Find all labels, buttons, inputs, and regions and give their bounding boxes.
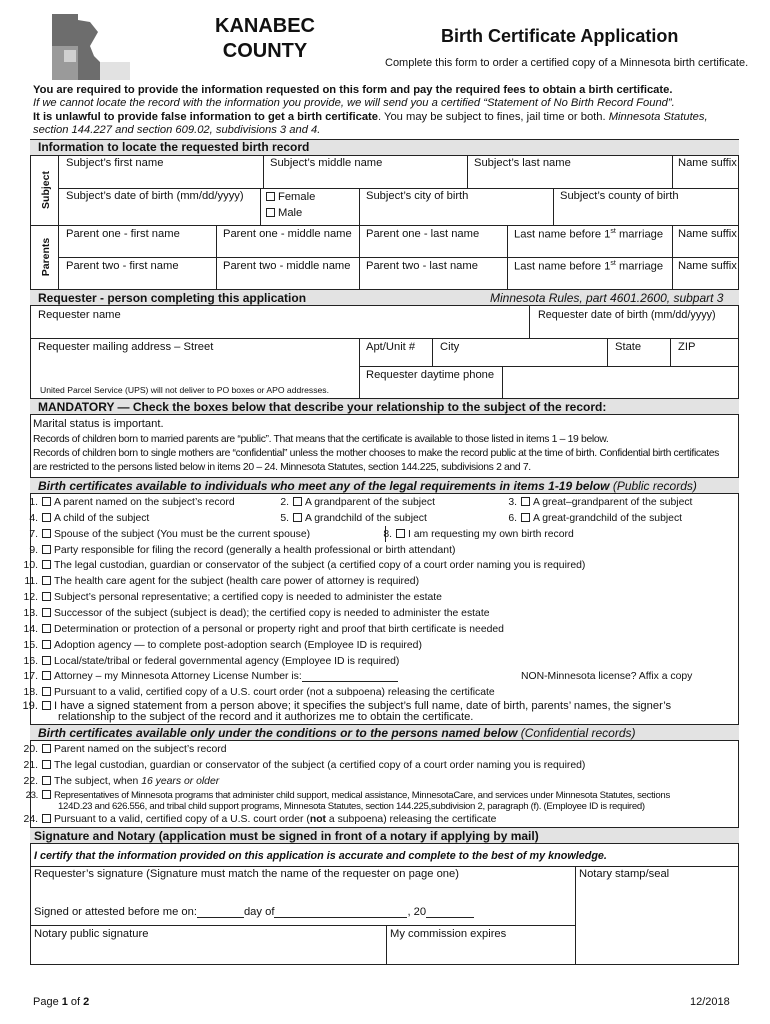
parent-one-last-name-field[interactable]: Parent one - last name xyxy=(366,228,480,240)
county-name: KANABEC COUNTY xyxy=(215,15,315,62)
requester-apt-field[interactable]: Apt/Unit # xyxy=(366,341,416,353)
item-16-checkbox[interactable]: 16. Local/state/tribal or federal governmental agency (Employee ID is required) xyxy=(23,656,400,667)
item-24-checkbox[interactable]: 24. Pursuant to a valid, certified copy of a U.S. court order (not a subpoena) releasing the certificate xyxy=(23,814,497,825)
requester-name-field[interactable]: Requester name xyxy=(38,309,121,321)
item-23-checkbox[interactable]: 23. Representatives of Minnesota programs that administer child support, medical assistance, MinnesotaCare, and services under Minnesota Statutes, sections xyxy=(25,790,670,801)
public-records-title: Birth certificates available to individuals who meet any of the legal requirements in items 1-19 below (Public records) xyxy=(38,479,697,493)
subject-city-of-birth-field[interactable]: Subject’s city of birth xyxy=(366,190,469,202)
item-6-checkbox[interactable]: 6. A great-grandchild of the subject xyxy=(508,513,683,524)
item-4-checkbox[interactable]: 4. A child of the subject xyxy=(29,513,150,524)
subject-first-name-field[interactable]: Subject’s first name xyxy=(66,157,164,169)
item-15-checkbox[interactable]: 15. Adoption agency — to complete post-adoption search (Employee ID is required) xyxy=(23,640,422,651)
item-8-checkbox[interactable]: 8. I am requesting my own birth record xyxy=(383,529,574,540)
non-minnesota-license-note: NON-Minnesota license? Affix a copy xyxy=(521,671,693,682)
item-19-continuation: relationship to the subject of the record and it authorizes me to obtain the certificate. xyxy=(58,711,474,723)
record-section-title: Information to locate the requested birth record xyxy=(38,140,310,154)
item-21-checkbox[interactable]: 21. The legal custodian, guardian or conservator of the subject (a certified copy of a court order naming you is required) xyxy=(23,760,586,771)
item-1-checkbox[interactable]: 1. A parent named on the subject’s record xyxy=(29,497,235,508)
item-9-checkbox[interactable]: 9. Party responsible for filing the record (generally a health professional or birth attendant) xyxy=(29,545,456,556)
ups-delivery-note: United Parcel Service (UPS) will not deliver to PO boxes or APO addresses. xyxy=(40,385,329,395)
item-18-checkbox[interactable]: 18. Pursuant to a valid, certified copy of a U.S. court order (not a subpoena) releasing the certificate xyxy=(23,687,495,698)
parent-two-first-name-field[interactable]: Parent two - first name xyxy=(66,260,179,272)
item-10-checkbox[interactable]: 10. The legal custodian, guardian or conservator of the subject (a certified copy of a court order naming you is required) xyxy=(23,560,586,571)
requester-city-field[interactable]: City xyxy=(440,341,460,353)
item-2-checkbox[interactable]: 2. A grandparent of the subject xyxy=(280,497,435,508)
male-checkbox[interactable]: Male xyxy=(266,207,302,219)
subject-name-suffix-field[interactable]: Name suffix xyxy=(678,157,737,169)
subject-last-name-field[interactable]: Subject’s last name xyxy=(474,157,571,169)
subject-middle-name-field[interactable]: Subject’s middle name xyxy=(270,157,383,169)
mandatory-text-line-2: Records of children born to single mothers are “confidential” unless the mother chooses to make the record public at the time of birth. Confidential birth certificates xyxy=(33,448,720,459)
requester-zip-field[interactable]: ZIP xyxy=(678,341,696,353)
parent-two-name-suffix-field[interactable]: Name suffix xyxy=(678,260,737,272)
female-checkbox[interactable]: Female xyxy=(266,191,315,203)
notary-signature-field[interactable]: Notary public signature xyxy=(34,928,149,940)
item-5-checkbox[interactable]: 5. A grandchild of the subject xyxy=(280,513,427,524)
requester-rule-citation: Minnesota Rules, part 4601.2600, subpart 3 xyxy=(490,291,724,305)
item-13-checkbox[interactable]: 13. Successor of the subject (subject is dead); the certified copy is needed to administer the estate xyxy=(23,608,490,619)
item-12-checkbox[interactable]: 12. Subject’s personal representative; a certified copy is needed to administer the estate xyxy=(23,592,442,603)
item-7-checkbox[interactable]: 7. Spouse of the subject (You must be the current spouse) xyxy=(29,529,311,540)
item-3-checkbox[interactable]: 3. A great–grandparent of the subject xyxy=(508,497,693,508)
attestation-line[interactable]: Signed or attested before me on: day of , 20 xyxy=(34,906,474,918)
signature-section-title: Signature and Notary (application must be signed in front of a notary if applying by mail) xyxy=(34,829,539,843)
parent-one-last-name-before-marriage-field[interactable]: Last name before 1st marriage xyxy=(514,228,664,241)
parent-two-last-name-before-marriage-field[interactable]: Last name before 1st marriage xyxy=(514,260,664,273)
attest-day-input[interactable] xyxy=(197,908,244,918)
item-23-continuation: 124D.23 and 626.556, and tribal child support programs, Minnesota Statutes, section 144.225,subdivision 2, paragraph (f). (Employee ID is required) xyxy=(58,801,645,812)
parent-one-name-suffix-field[interactable]: Name suffix xyxy=(678,228,737,240)
page-number: Page 1 of 2 xyxy=(33,996,90,1008)
certification-statement: I certify that the information provided on this application is accurate and complete to the best of my knowledge. xyxy=(34,850,607,862)
attest-month-input[interactable] xyxy=(274,908,407,918)
item-20-checkbox[interactable]: 20. Parent named on the subject’s record xyxy=(23,744,227,755)
intro-notice: You are required to provide the information requested on this form and pay the required fees to obtain a birth certificate. If we cannot locate the record with the information you provide, we will send you a certified “Statement of No Birth Record Found”. It is unlawful to provide false information to get a birth certificate. You may be subject to fines, jail time or both. Minnesota Statutes, section 144.227 and section 609.02, subdivisions 3 and 4. xyxy=(33,84,708,137)
male-checkbox-box[interactable] xyxy=(266,208,275,217)
female-checkbox-box[interactable] xyxy=(266,192,275,201)
item-11-checkbox[interactable]: 11. The health care agent for the subject (health care power of attorney is required) xyxy=(24,576,420,587)
subject-dob-field[interactable]: Subject’s date of birth (mm/dd/yyyy) xyxy=(66,190,244,202)
parent-one-first-name-field[interactable]: Parent one - first name xyxy=(66,228,180,240)
form-subtitle: Complete this form to order a certified copy of a Minnesota birth certificate. xyxy=(385,57,749,69)
item-19-checkbox[interactable]: 19. I have a signed statement from a person above; it specifies the subject’s full name, date of birth, parents’ names, the signer’s xyxy=(22,700,672,712)
parents-side-label: Parents xyxy=(40,237,52,277)
confidential-records-title: Birth certificates available only under the conditions or to the persons named below (Confidential records) xyxy=(38,726,636,740)
mandatory-text-line-3: are restricted to the persons listed below in items 20 – 24. Minnesota Statutes, section 144.225, subdivisions 2 and 7. xyxy=(33,462,531,473)
mandatory-text-line-1: Records of children born to married parents are “public”. That means that the certificate is available to those listed in items 1 – 19 below. xyxy=(33,434,609,445)
parent-two-middle-name-field[interactable]: Parent two - middle name xyxy=(223,260,351,272)
requester-phone-field[interactable]: Requester daytime phone xyxy=(366,369,495,381)
marital-status-note: Marital status is important. xyxy=(33,418,164,430)
requester-signature-field[interactable]: Requester’s signature (Signature must match the name of the requester on page one) xyxy=(34,868,459,880)
parent-two-last-name-field[interactable]: Parent two - last name xyxy=(366,260,478,272)
notary-stamp-area: Notary stamp/seal xyxy=(579,868,670,880)
requester-dob-field[interactable]: Requester date of birth (mm/dd/yyyy) xyxy=(538,309,716,321)
parent-one-middle-name-field[interactable]: Parent one - middle name xyxy=(223,228,352,240)
commission-expires-field[interactable]: My commission expires xyxy=(390,928,507,940)
requester-street-field[interactable]: Requester mailing address – Street xyxy=(38,341,214,353)
form-revision-date: 12/2018 xyxy=(690,996,730,1008)
requester-state-field[interactable]: State xyxy=(615,341,642,353)
form-title: Birth Certificate Application xyxy=(441,26,679,46)
mandatory-section-title: MANDATORY — Check the boxes below that describe your relationship to the subject of the record: xyxy=(38,400,607,414)
attorney-license-input[interactable] xyxy=(302,672,398,682)
subject-county-of-birth-field[interactable]: Subject’s county of birth xyxy=(560,190,679,202)
requester-section-title: Requester - person completing this application xyxy=(38,291,307,305)
subject-side-label: Subject xyxy=(40,171,52,209)
minnesota-state-logo xyxy=(38,10,183,82)
item-22-checkbox[interactable]: 22. The subject, when 16 years or older xyxy=(23,776,220,787)
item-17-checkbox[interactable]: 17. Attorney – my Minnesota Attorney License Number is: xyxy=(14,671,398,682)
item-14-checkbox[interactable]: 14. Determination or protection of a personal or property right and proof that birth certificate is needed xyxy=(23,624,504,635)
attest-year-input[interactable] xyxy=(426,908,474,918)
